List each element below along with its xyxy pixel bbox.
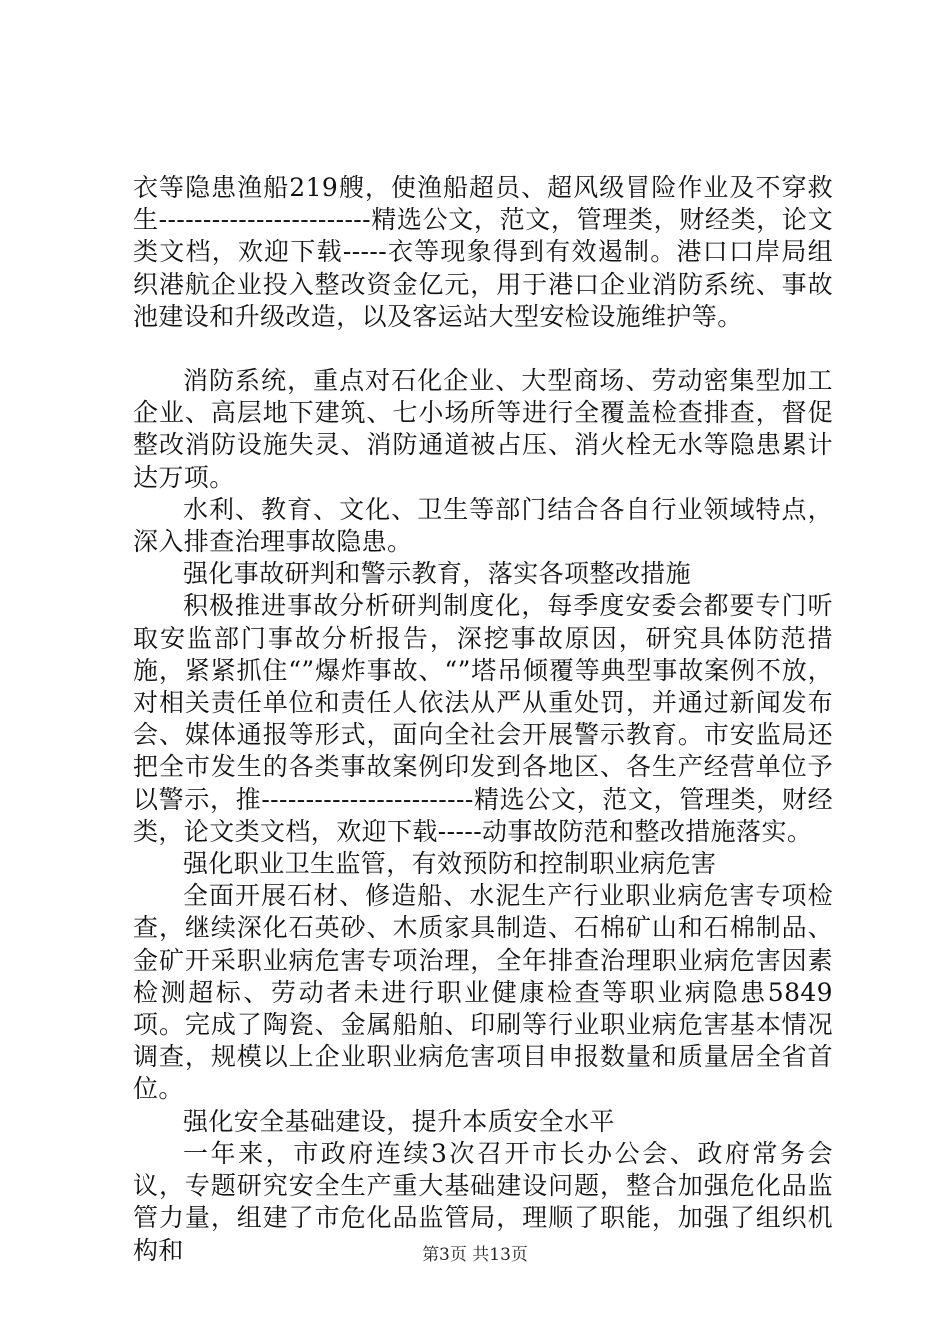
paragraph-departments: 水利、教育、文化、卫生等部门结合各自行业领域特点，深入排查治理事故隐患。 bbox=[133, 494, 833, 557]
section-heading-accident-analysis: 强化事故研判和警示教育，落实各项整改措施 bbox=[183, 559, 692, 589]
section-heading-occupational-health: 强化职业卫生监管，有效预防和控制职业病危害 bbox=[183, 849, 717, 879]
paragraph-fire-systems: 消防系统，重点对石化企业、大型商场、劳动密集型加工企业、高层地下建筑、七小场所等进行全覆盖检查排查，督促整改消防设施失灵、消防通道被占压、消火栓无水等隐患累计达万项。 bbox=[133, 366, 833, 492]
section-heading-safety-infrastructure: 强化安全基础建设，提升本质安全水平 bbox=[183, 1106, 615, 1136]
document-body bbox=[133, 172, 833, 1267]
paragraph-accident-analysis: 积极推进事故分析研判制度化，每季度安委会都要专门听取安监部门事故分析报告，深挖事故原因，研究具体防范措施，紧紧抓住“”爆炸事故、“”塔吊倾覆等典型事故案例不放，对相关责任单位和责任人依法从严从重处罚，并通过新闻发布会、媒体通报等形式，面向全社会开展警示教育。市安监局还把全市发生的各类事故案例印发到各地区、各生产经营单位予以警示，推------------------------精选公文，范文，管理类，财经类，论文类文档，欢迎下载-----动事故防范和整改措施落实。 bbox=[133, 591, 833, 846]
paragraph-continuation: 衣等隐患渔船219艘，使渔船超员、超风级冒险作业及不穿救生------------------------精选公文，范文，管理类，财经类，论文类文档，欢迎下载-----衣等现象得到有效遏制。港口口岸局组织港航企业投入整改资金亿元，用于港口企业消防系统、事故池建设和升级改造，以及客运站大型安检设施维护等。 bbox=[133, 173, 833, 331]
page-number: 第3页 共13页 bbox=[422, 1245, 528, 1265]
paragraph-safety-infrastructure: 一年来，市政府连续3次召开市长办公会、政府常务会议，专题研究安全生产重大基础建设问题，整合加强危化品监管力量，组建了市危化品监管局，理顺了职能，加强了组织机构和 bbox=[133, 1138, 833, 1265]
paragraph-occupational-health: 全面开展石材、修造船、水泥生产行业职业病危害专项检查，继续深化石英砂、木质家具制造、石棉矿山和石棉制品、金矿开采职业病危害专项治理，全年排查治理职业病危害因素检测超标、劳动者未进行职业健康检查等职业病隐患5849项。完成了陶瓷、金属船舶、印刷等行业职业病危害基本情况调查，规模以上企业职业病危害项目申报数量和质量居全省首位。 bbox=[133, 881, 833, 1104]
